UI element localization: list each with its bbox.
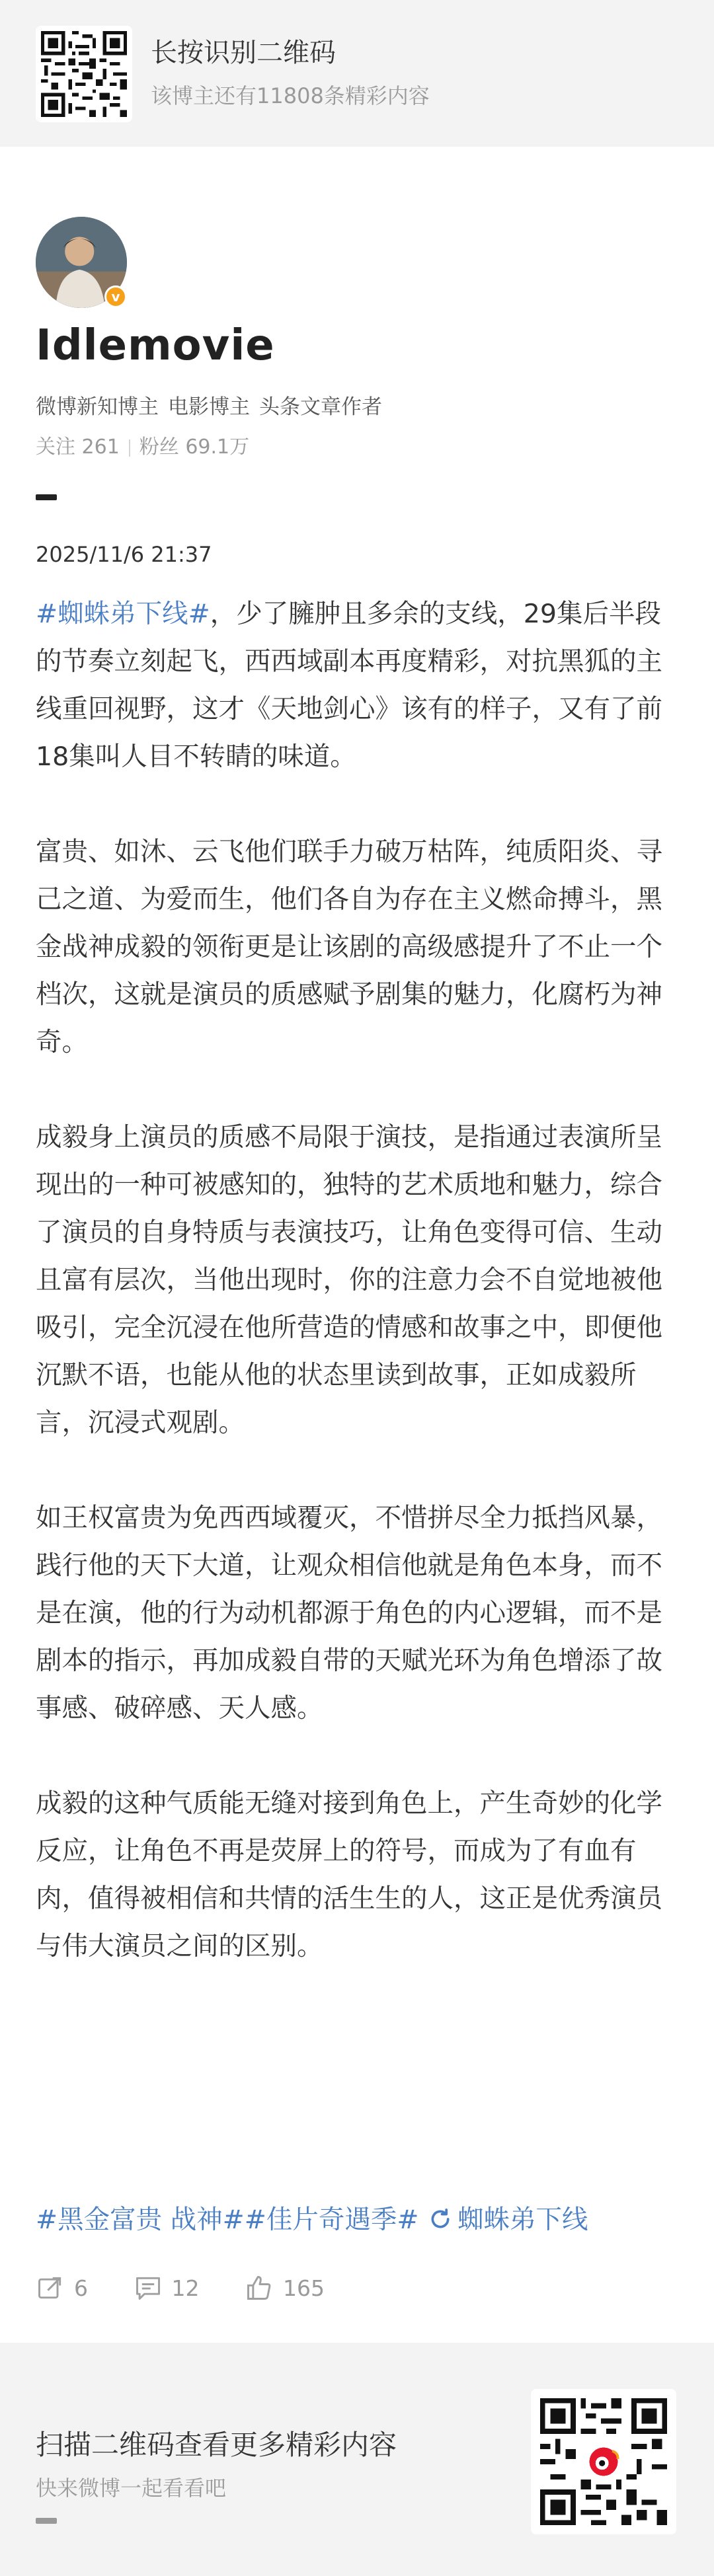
like-button[interactable] (245, 2273, 325, 2302)
qr-banner-bottom (0, 2343, 714, 2576)
post-date: 2025/11/6 21:37 (36, 542, 212, 567)
repost-icon (36, 2273, 65, 2302)
qr-code-icon (540, 2398, 667, 2525)
banner-subtitle: 该博主还有11808条精彩内容 (151, 83, 430, 108)
bottom-banner-title: 扫描二维码查看更多精彩内容 (36, 2429, 397, 2461)
paragraph-text: 成毅的这种气质能无缝对接到角色上，产生奇妙的化学反应，让角色不再是荧屏上的符号，而成为了有血有肉，值得被相信和共情的活生生的人，这正是优秀演员与伟大演员之间的区别。 (36, 1788, 662, 1961)
qr-banner-top (0, 0, 714, 147)
post-paragraph (36, 1114, 678, 1447)
repost-count: 6 (74, 2275, 88, 2301)
comment-count: 12 (171, 2275, 200, 2301)
like-count: 165 (283, 2275, 325, 2301)
user-tag: 电影博主 (168, 395, 250, 419)
post-body (36, 590, 678, 2018)
paragraph-text: 如王权富贵为免西西域覆灭，不惜拼尽全力抵挡风暴，践行他的天下大道，让观众相信他就是角色本身，而不是在演，他的行为动机都源于角色的内心逻辑，而不是剧本的指示，再加成毅自带的天赋光环为角色增添了故事感、破碎感、天人感。 (36, 1503, 662, 1724)
post-paragraph (36, 1494, 678, 1732)
repost-button[interactable] (36, 2273, 88, 2302)
username[interactable]: Idlemovie (36, 321, 275, 370)
divider-mark (36, 2518, 57, 2524)
paragraph-text: 成毅身上演员的质感不局限于演技，是指通过表演所呈现出的一种可被感知的，独特的艺术质地和魅力，综合了演员的自身特质与表演技巧，让角色变得可信、生动且富有层次，当他出现时，你的注意力会不自觉地被他吸引，完全沉浸在他所营造的情感和故事之中，即便他沉默不语，也能从他的状态里读到故事，正如成毅所言，沉浸式观剧。 (36, 1122, 662, 1438)
refresh-link-icon (427, 2206, 454, 2232)
bottom-banner-subtitle: 快来微博一起看看吧 (36, 2476, 227, 2501)
post-paragraph (36, 1780, 678, 1970)
hashtag-link[interactable]: #黑金富贵 战神# (36, 2205, 245, 2235)
action-bar (36, 2273, 363, 2306)
post-paragraph (36, 828, 678, 1066)
banner-title: 长按识别二维码 (151, 38, 336, 68)
thumbs-up-icon (245, 2273, 274, 2302)
following-count[interactable]: 关注 261 (36, 436, 120, 459)
hashtag-link[interactable]: #佳片奇遇季# (244, 2205, 419, 2235)
hashtag-link[interactable]: #蜘蛛弟下线# (36, 599, 210, 629)
paragraph-text: 富贵、如沐、云飞他们联手力破万枯阵，纯质阳炎、寻己之道、为爱而生，他们各自为存在主义燃命搏斗，黑金战神成毅的领衔更是让该剧的高级感提升了不止一个档次，这就是演员的质感赋予剧集的魅力，化腐朽为神奇。 (36, 837, 662, 1057)
user-tags (36, 390, 391, 420)
post-tags (36, 2196, 684, 2244)
comment-icon (134, 2273, 163, 2302)
divider-mark (36, 494, 57, 500)
topic-link-label: 蜘蛛弟下线 (457, 2205, 588, 2235)
qr-code-bottom[interactable] (531, 2389, 676, 2534)
stats-divider (129, 439, 130, 457)
paragraph-text: ，少了臃肿且多余的支线，29集后半段的节奏立刻起飞，西西域副本再度精彩，对抗黑狐的主线重回视野，这才《天地剑心》该有的样子，又有了前18集叫人目不转睛的味道。 (36, 599, 662, 772)
verified-badge-icon: v (104, 285, 127, 308)
post-paragraph (36, 590, 678, 780)
qr-code-top[interactable] (36, 26, 132, 122)
user-stats (36, 430, 249, 459)
qr-code-icon (41, 31, 127, 117)
user-tag: 头条文章作者 (259, 395, 382, 419)
topic-link[interactable] (427, 2205, 588, 2235)
followers-count[interactable]: 粉丝 69.1万 (139, 436, 250, 459)
user-tag: 微博新知博主 (36, 395, 159, 419)
comment-button[interactable] (134, 2273, 200, 2302)
